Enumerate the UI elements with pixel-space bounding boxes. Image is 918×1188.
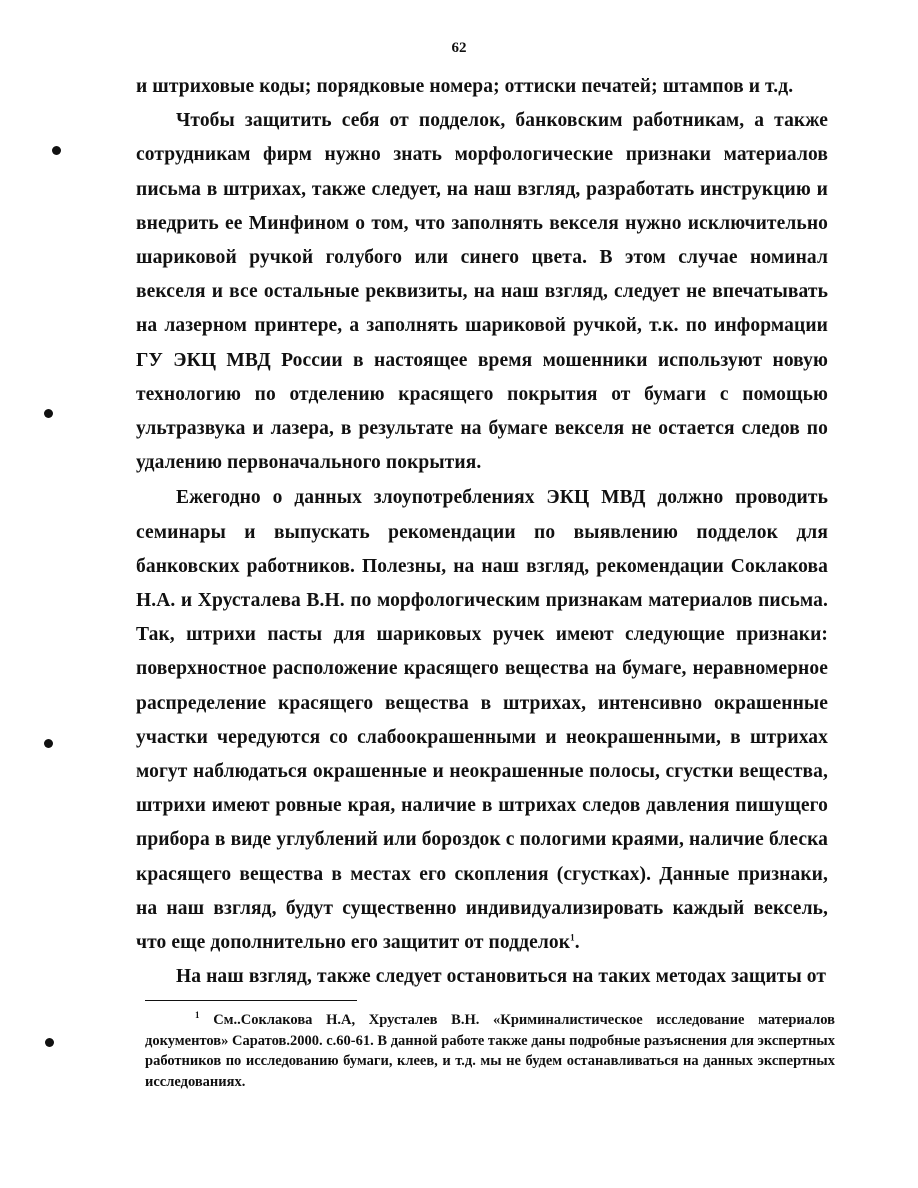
footnote-marker: 1 (195, 1010, 200, 1021)
paragraph-trail: . (574, 932, 580, 954)
footnote (145, 1010, 835, 1092)
footnote-separator (145, 1000, 357, 1001)
body-text (136, 70, 828, 994)
footnote-text: См..Соклакова Н.А, Хрусталев В.Н. «Криминалистическое исследование материалов документов» Саратов.2000. с.60-61. В данной работе также даны подробные разъяснения для экспертных работников по исследованию бумаги, клеев, и т.д. мы не будем останавливаться на данных экспертных исследованиях. (145, 1012, 835, 1090)
margin-bullet-4 (45, 1038, 54, 1047)
paragraph (136, 481, 828, 960)
margin-bullet-1 (52, 146, 61, 155)
paragraph: На наш взгляд, также следует остановиться на таких методах защиты от (176, 966, 827, 988)
paragraph: Чтобы защитить себя от подделок, банковским работникам, а также сотрудникам фирм нужно знать морфологические признаки материалов письма в штрихах, также следует, на наш взгляд, разработать инструкцию и внедрить ее Минфином о том, что заполнять векселя нужно исключительно шариковой ручкой голубого или синего цвета. В этом случае номинал векселя и все остальные реквизиты, на наш взгляд, следует не впечатывать на лазерном принтере, а заполнять шариковой ручкой, т.к. по информации ГУ ЭКЦ МВД России в настоящее время мошенники используют новую технологию по отделению красящего покрытия от бумаги с помощью ультразвука и лазера, в результате на бумаге векселя не остается следов по удалению первоначального покрытия. (136, 110, 828, 474)
margin-bullet-2 (44, 409, 53, 418)
paragraph-text: Ежегодно о данных злоупотреблениях ЭКЦ МВД должно проводить семинары и выпускать рекомендации по выявлению подделок для банковских работников. Полезны, на наш взгляд, рекомендации Соклакова Н.А. и Хрусталева В.Н. по морфологическим признакам материалов письма. Так, штрихи пасты для шариковых ручек имеют следующие признаки: поверхностное расположение красящего вещества на бумаге, неравномерное распределение красящего вещества в штрихах, интенсивно окрашенные участки чередуются со слабоокрашенными и неокрашенными, в штрихах могут наблюдаться окрашенные и неокрашенные полосы, сгустки вещества, штрихи имеют ровные края, наличие в штрихах следов давления пишущего прибора в виде углублений или бороздок с пологими краями, наличие блеска красящего вещества в местах его скопления (сгустках). Данные признаки, на наш взгляд, будут существенно индивидуализировать каждый вексель, что еще дополнительно его защитит от подделок (136, 487, 828, 954)
page-number: 62 (451, 40, 467, 56)
footnote-reference[interactable]: 1 (570, 932, 575, 943)
paragraph-continuation: и штриховые коды; порядковые номера; оттиски печатей; штампов и т.д. (136, 76, 794, 97)
margin-bullet-3 (44, 739, 53, 748)
